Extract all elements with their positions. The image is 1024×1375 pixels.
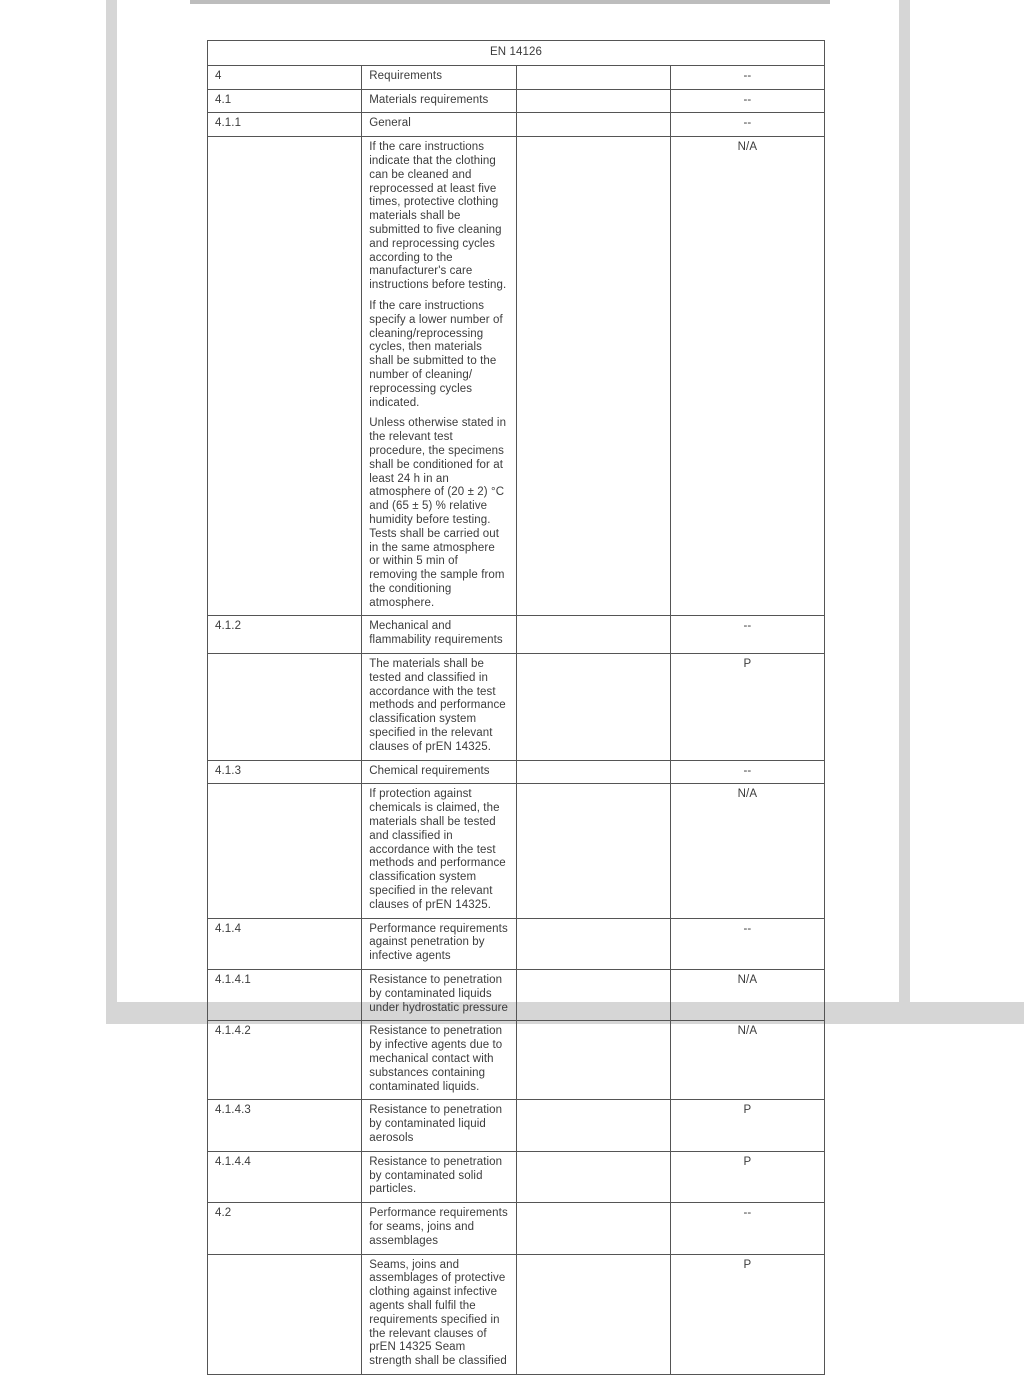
table-row (208, 1100, 825, 1151)
description-paragraph: Performance requirements for seams, joins and assemblages (369, 1207, 508, 1247)
description-paragraph: If the care instructions specify a lower number of cleaning/reprocessing cycles, then materials shall be submitted to the number of cleaning/ reprocessing cycles indicated. (369, 299, 503, 409)
description-cell (362, 1151, 516, 1202)
description-cell (362, 784, 516, 918)
description-cell (362, 89, 516, 113)
description-paragraph: Performance requirements against penetration by infective agents (369, 922, 508, 963)
clause-cell: 4.2 (208, 1203, 362, 1254)
description-cell (362, 616, 516, 654)
test-cell (516, 918, 670, 969)
table-row (208, 113, 825, 137)
clause-cell: 4.1 (208, 89, 362, 113)
test-cell (516, 1151, 670, 1202)
clause-cell (208, 137, 362, 616)
table-row (208, 65, 825, 89)
table-row (208, 1254, 825, 1374)
result-cell: N/A (670, 137, 824, 616)
test-cell (516, 970, 670, 1021)
table-row (208, 970, 825, 1021)
result-cell: N/A (670, 1021, 824, 1100)
test-cell (516, 65, 670, 89)
description-paragraph: Requirements (369, 69, 443, 82)
description-cell (362, 970, 516, 1021)
table-row (208, 137, 825, 616)
table-row (208, 1151, 825, 1202)
clause-cell: 4.1.4.3 (208, 1100, 362, 1151)
description-paragraph: Mechanical and flammability requirements (369, 620, 503, 647)
result-cell: P (670, 1100, 824, 1151)
scan-edge-left (106, 0, 117, 1002)
scan-edge-right (899, 0, 910, 1002)
result-cell: P (670, 1254, 824, 1374)
table-row (208, 784, 825, 918)
clause-cell: 4.1.1 (208, 113, 362, 137)
test-cell (516, 1100, 670, 1151)
table-row (208, 760, 825, 784)
test-cell (516, 89, 670, 113)
table-row (208, 654, 825, 761)
standard-requirements-table (207, 40, 825, 1375)
clause-cell: 4.1.4 (208, 918, 362, 969)
test-cell (516, 654, 670, 761)
clause-cell: 4.1.4.1 (208, 970, 362, 1021)
description-cell (362, 1254, 516, 1374)
result-cell: -- (670, 113, 824, 137)
result-cell: -- (670, 760, 824, 784)
description-paragraph: If the care instructions indicate that the clothing can be cleaned and reprocessed at least five times, protective clothing materials shall be submitted to five cleaning and reprocessing cycles according to the manufacturer's care instructions before testing. (369, 141, 507, 292)
description-paragraph: If protection against chemicals is claimed, the materials shall be tested and classified in accordance with the test methods and performance classification system specified in the relevant clauses of prEN 14325. (369, 788, 506, 911)
clause-cell (208, 1254, 362, 1374)
description-cell (362, 1203, 516, 1254)
result-cell: -- (670, 1203, 824, 1254)
description-cell (362, 1021, 516, 1100)
description-paragraph: Resistance to penetration by contaminated liquids under hydrostatic pressure (369, 974, 509, 1014)
result-cell: -- (670, 65, 824, 89)
description-cell (362, 137, 516, 616)
result-cell: P (670, 654, 824, 761)
table-row (208, 89, 825, 113)
description-cell (362, 654, 516, 761)
table-row (208, 616, 825, 654)
table-body (208, 65, 825, 1374)
description-paragraph: Chemical requirements (369, 764, 490, 777)
description-paragraph: Materials requirements (369, 93, 489, 106)
result-cell: -- (670, 616, 824, 654)
test-cell (516, 1254, 670, 1374)
result-cell: P (670, 1151, 824, 1202)
clause-cell: 4.1.3 (208, 760, 362, 784)
result-cell: N/A (670, 784, 824, 918)
description-paragraph: Seams, joins and assemblages of protective clothing against infective agents shall fulfil the requirements specified in the relevant clauses of prEN 14325 Seam strength shall be classified (369, 1258, 507, 1368)
description-paragraph: Resistance to penetration by contaminated solid particles. (369, 1155, 503, 1196)
clause-cell (208, 654, 362, 761)
description-cell (362, 1100, 516, 1151)
table-title: EN 14126 (208, 41, 825, 66)
description-cell (362, 760, 516, 784)
test-cell (516, 1203, 670, 1254)
table-row (208, 1203, 825, 1254)
clause-cell (208, 784, 362, 918)
description-paragraph: Resistance to penetration by infective agents due to mechanical contact with substances containing contaminated liquids. (369, 1025, 503, 1093)
description-paragraph: The materials shall be tested and classified in accordance with the test methods and performance classification system specified in the relevant clauses of prEN 14325. (369, 658, 506, 753)
test-cell (516, 760, 670, 784)
description-cell (362, 65, 516, 89)
test-cell (516, 113, 670, 137)
description-cell (362, 113, 516, 137)
description-paragraph: Resistance to penetration by contaminated liquid aerosols (369, 1104, 503, 1144)
description-paragraph: General (369, 117, 411, 130)
test-cell (516, 784, 670, 918)
result-cell: N/A (670, 970, 824, 1021)
table-row (208, 1021, 825, 1100)
scan-edge-top (190, 0, 830, 4)
test-cell (516, 137, 670, 616)
table-row (208, 918, 825, 969)
description-cell (362, 918, 516, 969)
test-cell (516, 616, 670, 654)
result-cell: -- (670, 918, 824, 969)
clause-cell: 4.1.2 (208, 616, 362, 654)
test-cell (516, 1021, 670, 1100)
clause-cell: 4.1.4.4 (208, 1151, 362, 1202)
description-paragraph: Unless otherwise stated in the relevant test procedure, the specimens shall be conditioned for at least 24 h in an atmosphere of (20 ± 2) °C and (65 ± 5) % relative humidity before testing. Tests shall be carried out in the same atmosphere or within 5 min of removing the sample from the conditioning atmosphere. (369, 417, 507, 609)
clause-cell: 4 (208, 65, 362, 89)
result-cell: -- (670, 89, 824, 113)
clause-cell: 4.1.4.2 (208, 1021, 362, 1100)
table-header-row (208, 41, 825, 66)
